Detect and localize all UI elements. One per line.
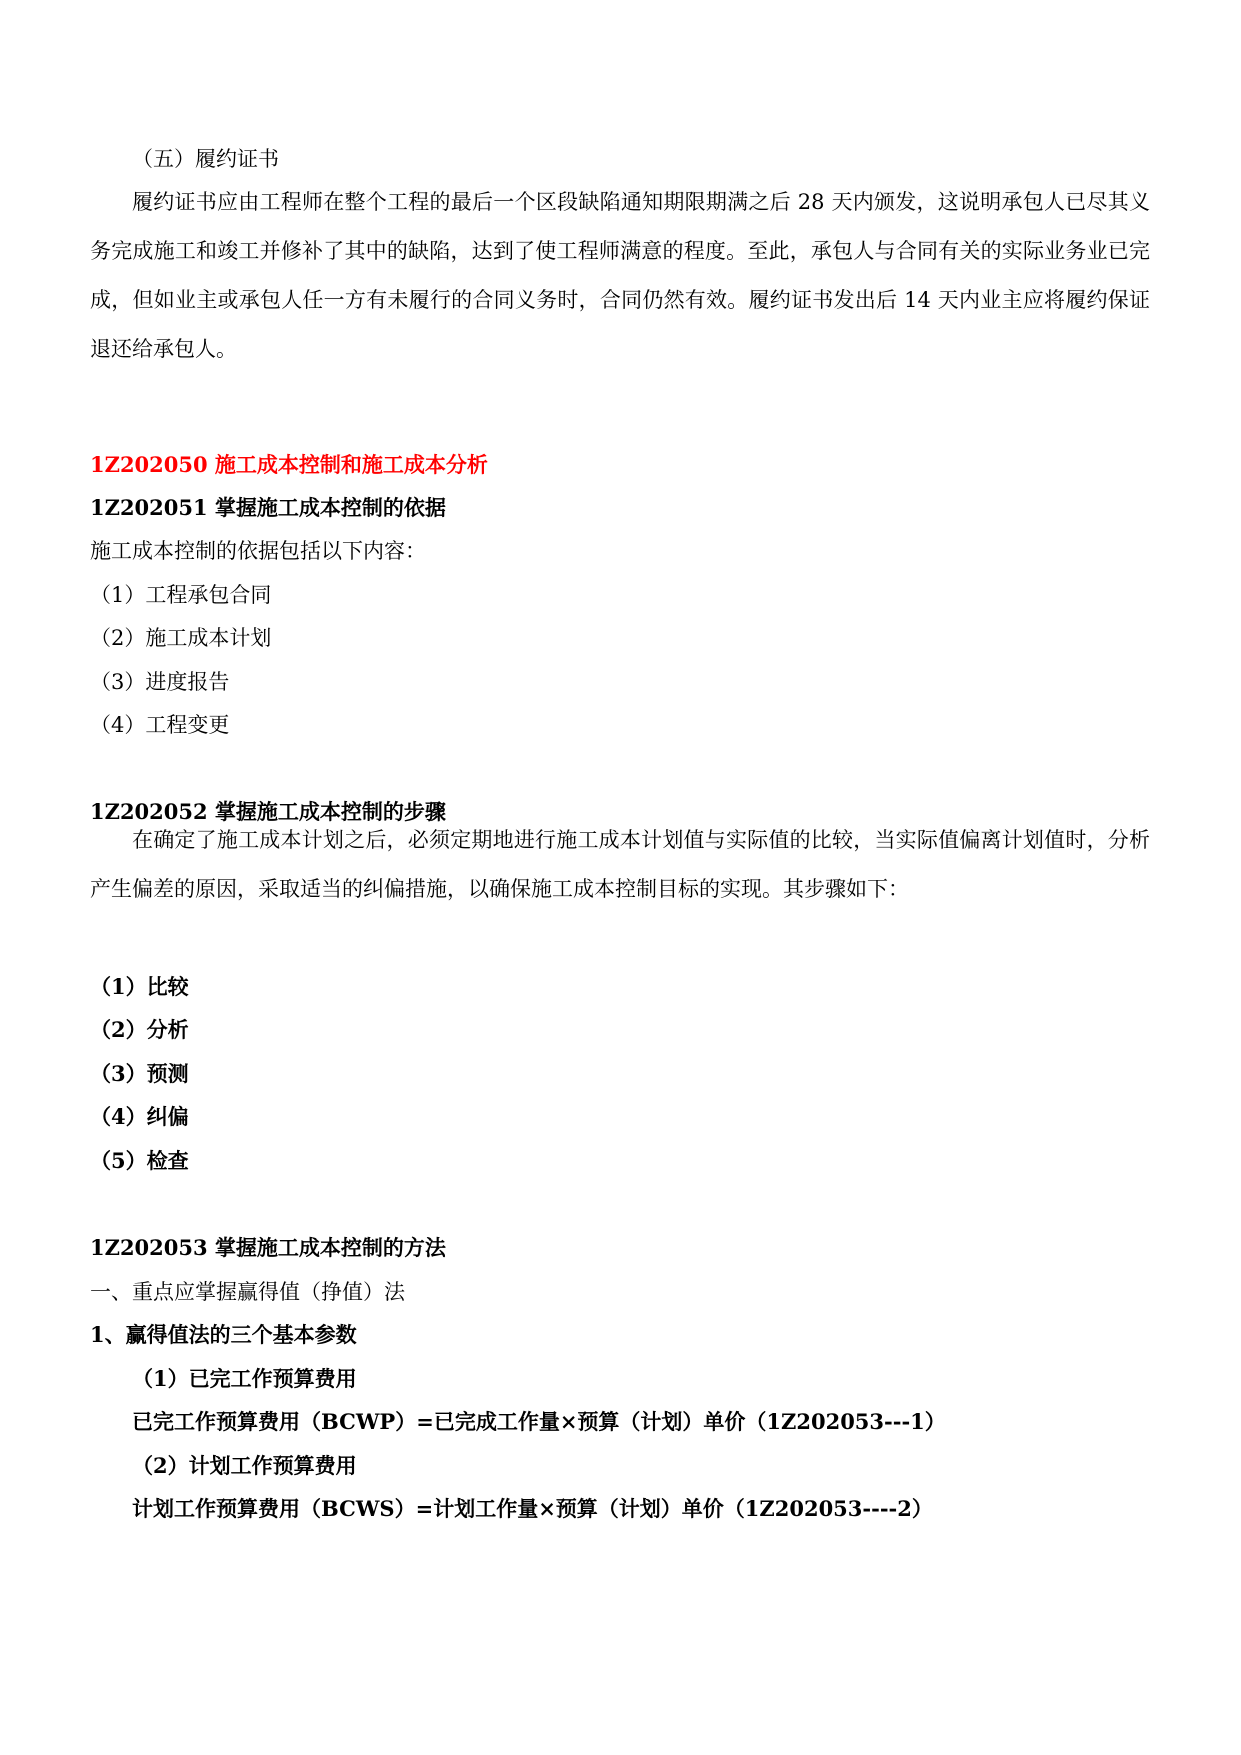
section-title-051: 1Z202051 掌握施工成本控制的依据 <box>90 495 446 520</box>
section-053-point-1: 一、重点应掌握赢得值（挣值）法 <box>90 1280 405 1304</box>
chapter-title: 1Z202050 施工成本控制和施工成本分析 <box>90 452 488 477</box>
section-052-paragraph: 在确定了施工成本计划之后，必须定期地进行施工成本计划值与实际值的比较，当实际值偏离计划值时，分析产生偏差的原因，采取适当的纠偏措施，以确保施工成本控制目标的实现。其步骤如下： <box>90 828 1150 901</box>
list-item: （3）进度报告 <box>90 670 230 694</box>
list-item: （1）工程承包合同 <box>90 583 272 607</box>
section-heading-performance-certificate: （五）履约证书 <box>132 147 279 171</box>
param-2-heading: （2）计划工作预算费用 <box>132 1453 357 1478</box>
section-title-052: 1Z202052 掌握施工成本控制的步骤 <box>90 799 446 824</box>
earned-value-params-heading: 1、赢得值法的三个基本参数 <box>90 1322 357 1347</box>
step-item: （5）检查 <box>90 1148 189 1173</box>
performance-certificate-paragraph: 履约证书应由工程师在整个工程的最后一个区段缺陷通知期限期满之后 28 天内颁发，这说明承包人已尽其义务完成施工和竣工并修补了其中的缺陷，达到了使工程师满意的程度。至此，承包人与合同有关的实际业务业已完成，但如业主或承包人任一方有未履行的合同义务时，合同仍然有效。履约证书发出后 14 天内业主应将履约保证退还给承包人。 <box>90 190 1150 361</box>
section-title-053: 1Z202053 掌握施工成本控制的方法 <box>90 1235 446 1260</box>
list-item: （4）工程变更 <box>90 713 230 737</box>
param-1-formula: 已完工作预算费用（BCWP）=已完成工作量×预算（计划）单价（1Z202053---1） <box>132 1409 946 1434</box>
param-2-formula: 计划工作预算费用（BCWS）=计划工作量×预算（计划）单价（1Z202053----2） <box>132 1496 933 1521</box>
list-item: （2）施工成本计划 <box>90 626 272 650</box>
section-051-intro: 施工成本控制的依据包括以下内容： <box>90 539 426 563</box>
param-1-heading: （1）已完工作预算费用 <box>132 1366 357 1391</box>
step-item: （3）预测 <box>90 1061 189 1086</box>
step-item: （2）分析 <box>90 1017 189 1042</box>
step-item: （4）纠偏 <box>90 1104 189 1129</box>
step-item: （1）比较 <box>90 974 189 999</box>
